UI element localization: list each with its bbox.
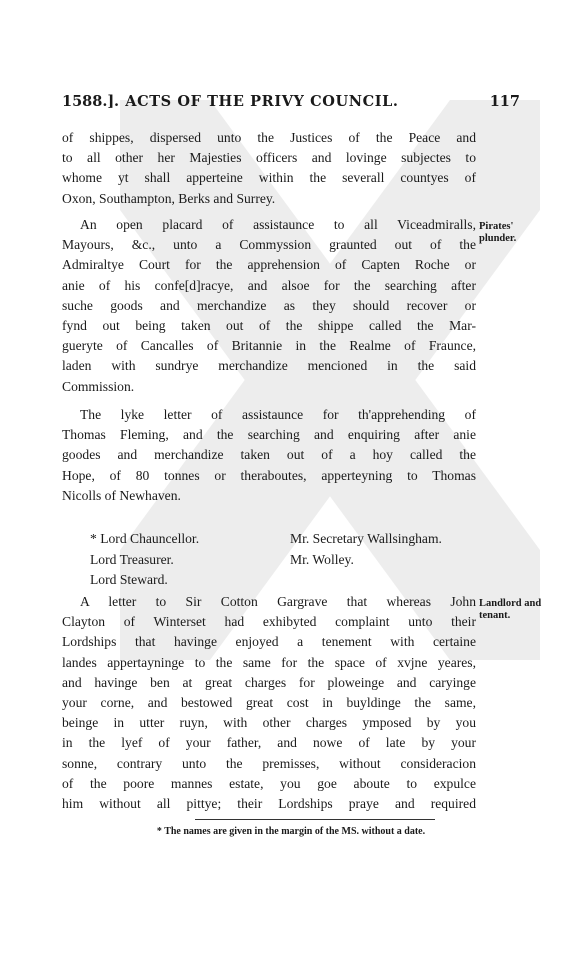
text-line: of the poore mannes estate, you goe aboute to expulce: [62, 775, 476, 791]
paragraph-4: [62, 592, 476, 814]
text-line: Thomas Fleming, and the searching and enquiring after anie: [62, 427, 476, 443]
text-line: Oxon, Southampton, Berks and Surrey.: [62, 190, 276, 206]
text-line: landes appertayninge to the same for the space of xvjne yeares,: [62, 654, 476, 670]
signer-name: Lord Treasurer.: [90, 551, 174, 567]
footnote: * The names are given in the margin of the MS. without a date.: [156, 826, 426, 837]
footnote-rule: [195, 819, 435, 820]
text-line: The lyke letter of assistaunce for th'apprehending of: [80, 407, 476, 422]
paragraph-3: [62, 405, 476, 506]
text-line: beinge in utter ruyn, with other charges ymposed by you: [62, 715, 476, 731]
text-line: Mayours, &c., unto a Commyssion graunted out of the: [62, 237, 476, 253]
signers-left: [90, 529, 199, 591]
margin-note-pirates: Pirates' plunder.: [479, 221, 517, 244]
text-line: gueryte of Cancalles of Britannie in the Realme of Fraunce,: [62, 338, 476, 354]
text-line: A letter to Sir Cotton Gargrave that whereas John: [80, 594, 476, 609]
text-line: fynd out being taken out of the shippe called the Mar-: [62, 318, 476, 334]
signer-name: Lord Steward.: [90, 572, 168, 587]
text-line: laden with sundrye merchandize mencioned in the said: [62, 358, 476, 374]
paragraph-1: [62, 128, 476, 209]
margin-note-landlord: Landlord and tenant.: [479, 598, 542, 621]
text-line: goodes and merchandize taken out of a hoy called the: [62, 447, 476, 463]
text-line: Admiraltye Court for the apprehension of Capten Roche or: [62, 257, 476, 273]
text-line: to all other her Majesties officers and lovinge subjectes to: [62, 150, 476, 166]
signer-name: Mr. Wolley.: [290, 551, 354, 567]
signer-name: * Lord Chauncellor.: [90, 531, 200, 546]
text-line: of shippes, dispersed unto the Justices of the Peace and: [62, 130, 476, 145]
text-line: whome yt shall apperteine within the severall countyes of: [62, 170, 476, 186]
running-header: [62, 93, 520, 115]
text-line: in the lyef of your father, and nowe of late by your: [62, 735, 476, 751]
signer-name: Mr. Secretary Wallsingham.: [290, 531, 442, 546]
signers-right: [290, 529, 442, 570]
paragraph-2: [62, 215, 476, 397]
page-number: 117: [489, 93, 520, 110]
text-line: Lordships that havinge enjoyed a tenement with certaine: [62, 634, 476, 650]
header-title: . ACTS OF THE PRIVY COUNCIL.: [114, 93, 399, 110]
text-line: Hope, of 80 tonnes or theraboutes, apperteyning to Thomas: [62, 467, 476, 483]
text-line: Clayton of Winterset had exhibyted complaint unto their: [62, 614, 476, 630]
text-line: Commission.: [62, 378, 135, 394]
text-line: An open placard of assistaunce to all Viceadmiralls,: [80, 217, 476, 232]
text-line: him without all pittye; their Lordships praye and required: [62, 796, 476, 812]
header-year: 1588.]: [62, 93, 115, 110]
text-line: and havinge ben at great charges for ploweinge and caryinge: [62, 674, 476, 690]
text-line: your corne, and bestowed great cost in buyldinge the same,: [62, 695, 476, 711]
text-line: Nicolls of Newhaven.: [62, 487, 181, 503]
text-line: suche goods and merchandize as they should recover or: [62, 297, 476, 313]
text-line: sonne, contrary unto the premisses, without consideracion: [62, 755, 476, 771]
text-line: anie of his confe[d]racye, and alsoe for the searching after: [62, 277, 476, 293]
